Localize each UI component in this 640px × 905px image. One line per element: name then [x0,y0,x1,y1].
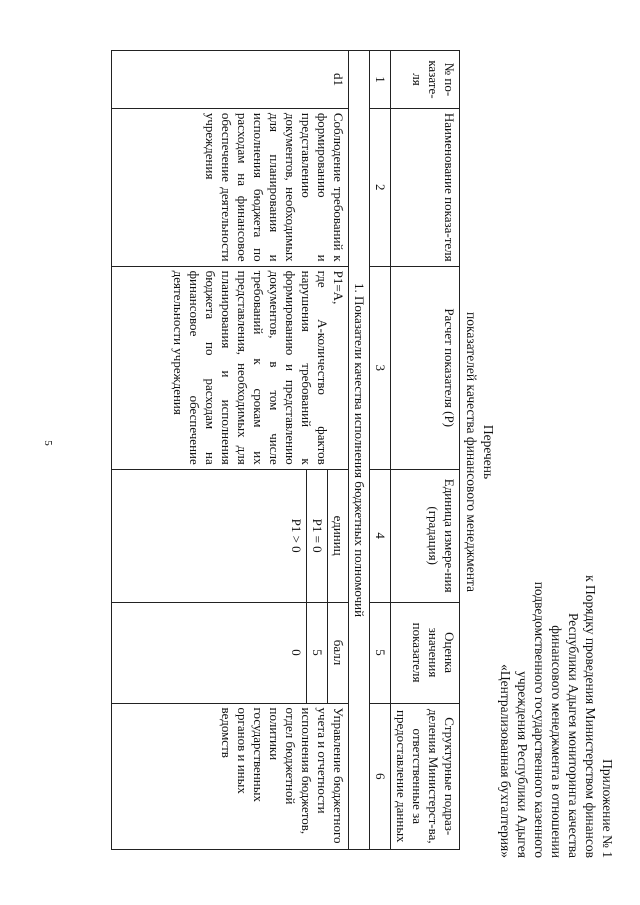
grade-cell: P1 = 0 [307,469,328,602]
responsible-departments: Управление бюджетного учета и отчетности исполнения бюджетов, отдел бюджетной политики государственных органов и иных ведомств [112,703,349,849]
column-number: 6 [370,703,391,849]
appendix-line: Приложение № 1 [600,759,615,858]
appendix-line: Республики Адыгея мониторинга качества [566,612,581,858]
column-number: 2 [370,108,391,266]
appendix-line: «Централизованная бухгалтерия» [498,664,513,858]
document-title [463,22,497,882]
score-cell: 5 [307,602,328,703]
section-title: 1. Показатели качества исполнения бюджетных полномочий [349,51,370,850]
appendix-line: финансового менеджмента в отношении [549,625,564,858]
section-row [349,51,370,850]
header-cell: Единица измере-ния (градация) [391,469,460,602]
appendix-line: подведомственного государственного казенного [532,581,547,858]
indicator-name: Соблюдение требований к формированию и представлению документов, необходимых для планирования и исполнения бюджета по расходам на финансовое обеспечение деятельности учреждения [112,108,349,266]
appendix-line: учреждения Республики Адыгея [515,671,530,858]
score-cell: 0 [112,602,307,703]
indicator-calculation [112,266,349,469]
header-cell: Структурные подраз-деления Министерст-ва, ответственные за предоставление данных [391,703,460,849]
rotated-page-content [20,22,620,882]
column-number: 4 [370,469,391,602]
header-cell: № по-казате-ля [391,51,460,109]
grade-cell: P1 > 0 [112,469,307,602]
header-cell: Оценка значения показателя [391,602,460,703]
column-number: 5 [370,602,391,703]
header-cell: Расчет показателя (P) [391,266,460,469]
score-unit-cell: балл [328,602,349,703]
appendix-line: к Порядку проведения Министерством финансов [583,575,598,858]
calc-formula: P1=A, [331,270,346,305]
appendix-heading [497,438,616,858]
indicators-table [111,50,460,850]
title-line: Перечень [481,424,496,480]
unit-cell: единиц [328,469,349,602]
table-row [328,51,349,850]
indicator-id: d1 [112,51,349,109]
header-row [391,51,460,850]
page-number: 5 [42,440,54,446]
header-cell: Наименование показа-теля [391,108,460,266]
column-number: 3 [370,266,391,469]
column-number: 1 [370,51,391,109]
subtitle-line: показателей качества финансового менеджмента [464,312,479,592]
column-number-row [370,51,391,850]
calc-description: где A-количество фактов нарушения требований к формированию и представлению документов, в том числе требований к срокам их представления, необходимых для планирования и исполнения бюджета по расходам на финансовое обеспечение деятельности учреждения [171,270,330,465]
